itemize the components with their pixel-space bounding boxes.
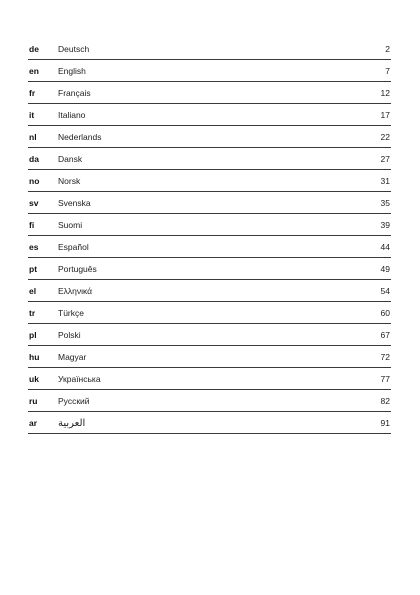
language-code: ar	[29, 418, 38, 428]
page-number: 67	[380, 330, 390, 340]
language-name: Українська	[58, 374, 101, 384]
language-name: Español	[58, 242, 89, 252]
page-number: 22	[380, 132, 390, 142]
language-code: nl	[29, 132, 37, 142]
language-name: Suomi	[58, 220, 83, 230]
language-code: da	[29, 154, 39, 164]
language-code: hu	[29, 352, 40, 362]
table-of-contents	[28, 38, 391, 434]
toc-row-pt	[28, 258, 391, 280]
language-name: Türkçe	[58, 308, 84, 318]
language-name: Polski	[58, 330, 81, 340]
toc-row-sv	[28, 192, 391, 214]
language-code: es	[29, 242, 39, 252]
toc-row-no	[28, 170, 391, 192]
language-code: it	[29, 110, 35, 120]
toc-row-de	[28, 38, 391, 60]
page-number: 72	[380, 352, 390, 362]
language-code: uk	[29, 374, 39, 384]
language-name: Norsk	[58, 176, 81, 186]
page-number: 77	[380, 374, 390, 384]
toc-row-uk	[28, 368, 391, 390]
toc-row-es	[28, 236, 391, 258]
page-number: 7	[385, 66, 390, 76]
language-code: pl	[29, 330, 37, 340]
language-name: العربية	[58, 418, 86, 429]
toc-row-el	[28, 280, 391, 302]
language-code: en	[29, 66, 39, 76]
page-number: 12	[380, 88, 390, 98]
toc-row-fr	[28, 82, 391, 104]
page-number: 27	[380, 154, 390, 164]
toc-row-da	[28, 148, 391, 170]
toc-row-fi	[28, 214, 391, 236]
toc-row-nl	[28, 126, 391, 148]
language-name: Ελληνικά	[58, 286, 93, 296]
language-code: ru	[29, 396, 38, 406]
language-name: Nederlands	[58, 132, 102, 142]
page-number: 91	[380, 418, 390, 428]
language-name: Magyar	[58, 352, 87, 362]
language-name: Português	[58, 264, 97, 274]
page-number: 82	[380, 396, 390, 406]
toc-row-en	[28, 60, 391, 82]
language-code: no	[29, 176, 40, 186]
language-code: pt	[29, 264, 38, 274]
language-name: Dansk	[58, 154, 83, 164]
page-number: 31	[380, 176, 390, 186]
page-number: 60	[380, 308, 390, 318]
page-number: 44	[380, 242, 390, 252]
language-name: Svenska	[58, 198, 91, 208]
page-number: 39	[380, 220, 390, 230]
page-number: 2	[385, 44, 390, 54]
toc-row-ar	[28, 412, 391, 434]
toc-row-tr	[28, 302, 391, 324]
language-name: English	[58, 66, 86, 76]
language-code: fi	[29, 220, 35, 230]
page-number: 54	[380, 286, 390, 296]
page-number: 49	[380, 264, 390, 274]
page-number: 17	[380, 110, 390, 120]
language-code: sv	[29, 198, 39, 208]
language-code: de	[29, 44, 39, 54]
toc-row-it	[28, 104, 391, 126]
language-name: Italiano	[58, 110, 86, 120]
language-code: el	[29, 286, 37, 296]
toc-row-hu	[28, 346, 391, 368]
language-name: Deutsch	[58, 44, 90, 54]
page-number: 35	[380, 198, 390, 208]
language-name: Русский	[58, 396, 90, 406]
toc-row-ru	[28, 390, 391, 412]
toc-row-pl	[28, 324, 391, 346]
language-code: fr	[29, 88, 36, 98]
language-name: Français	[58, 88, 91, 98]
language-code: tr	[29, 308, 36, 318]
